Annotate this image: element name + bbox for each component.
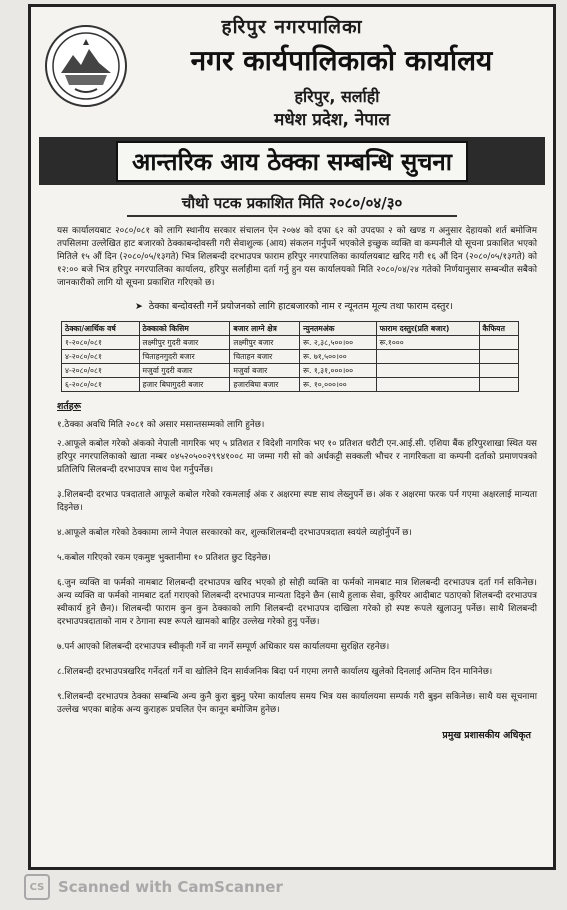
col-header: कैफियत: [479, 322, 518, 336]
table-cell: [479, 336, 518, 350]
condition-item: ६.जुन व्यक्ति वा फर्मको नामबाट शिलबन्दी दरभाउपत्र खरिद भएको हो सोही व्यक्ति वा फर्मको नामबाट मात्र शिलबन्दी दरभाउपत्र दर्ता गर्न सकिनेछ। अन्य व्यक्ति वा फर्मको नामबाट दर्ता गराएको शिलबन्दी दरभाउपत्र मान्यता दिइने छैन (साथै हुलाक सेवा, कुरियर आदीबाट पठाएको शिलबन्दी दरभाउपत्र स्वीकार्य हुने छैन)। शिलबन्दी फाराम कुन कुन ठेक्काको लागि शिलबन्दी दरभाउपत्र दाखिला गरेको हो स्पष्ट रूपले खुलाउनु पर्नेछ। साथै शिलबन्दी दरभाउपत्रदाताको नाम र ठेगाना स्पष्ट रूपले खामको बाहिर उल्लेख गरेको हुनु पर्नेछ।: [57, 578, 537, 627]
condition-item: २.आफूले कबोल गरेको अंकको नेपाली नागरिक भए ५ प्रतिशत र विदेशी नागरिक भए १० प्रतिशत धरौटी एन.आई.सी. एशिया बैंक हरिपुरशाखा स्थित यस हरिपुर नगरपालिकाको खाता नम्बर ०४५२०५००२९९४१००८ मा जम्मा गरी सो को अर्धकट्टी सक्कली भौचर र नागरिकता वा कम्पनी दर्ताको प्रमाणपत्रको प्रतिलिपि सिलबन्दी दरभाउपत्र साथ पेश गर्नुपर्नेछ।: [57, 439, 537, 475]
table-caption: [135, 300, 537, 313]
table-cell: [376, 378, 479, 392]
col-header: न्युनतमअंक: [300, 322, 377, 336]
header: [31, 7, 553, 135]
table-cell: चिताहनगुदरी बजार: [139, 350, 230, 364]
table-cell: [479, 364, 518, 378]
table-row: [62, 378, 519, 392]
condition-item: ८.शिलबन्दी दरभाउपत्रखरिद गर्नेदर्ता गर्ने वा खोलिने दिन सार्वजनिक बिदा पर्न गएमा लगत्तै कार्यालय खुलेको दिनलाई अन्तिम दिन मानिनेछ।: [57, 667, 493, 677]
condition-item: ७.पर्न आएको शिलबन्दी दरभाउपत्र स्वीकृती गर्ने वा नगर्ने सम्पूर्ण अधिकार यस कार्यालयमा सुरक्षित रहनेछ।: [57, 642, 390, 652]
table-cell: लक्ष्मीपुर गुदरी बजार: [139, 336, 230, 350]
table-cell: १-२०८०/०८१: [62, 336, 140, 350]
arrow-icon: ➤: [135, 301, 149, 312]
signature: प्रमुख प्रशासकीय अधिकृत: [442, 730, 531, 741]
notice-banner: [39, 137, 545, 185]
office-location: हरिपुर, सर्लाही: [294, 87, 380, 106]
table-cell: हजार बिघागुदरी बजार: [139, 378, 230, 392]
market-table: [61, 321, 519, 392]
camscanner-logo-icon: CS: [24, 874, 50, 900]
col-header: ठेक्का/आर्थिक वर्ष: [62, 322, 140, 336]
table-row: [62, 336, 519, 350]
table-header-row: [62, 322, 519, 336]
conditions-heading: शर्तहरू: [57, 401, 81, 412]
intro-paragraph: यस कार्यालयबाट २०८०/०८१ को लागि स्थानीय सरकार संचालन ऐन २०७४ को दफा ६२ को उपदफा २ को खण्ड ग अनुसार देहायको शर्त बमोजिम तपसिलमा उल्लेखित हाट बजारको ठेक्काबन्दोवस्ती गरी सेवाशुल्क (आय) संकलन गर्नुपर्ने भएकोले इच्छुक व्यक्ति वा कम्पनीले यो सूचना प्रकाशित भएको मितिले १५ औं दिन (२०८०/०५/१३गते) भित्र शिलबन्दी दरभाउपत्र फाराम हरिपुर नगरपालिका कार्यालयबाट खरिद गरी १६ औं दिन (२०८०/०५/१३गते) को १२:०० बजे भित्र हरिपुर नगरपालिका कार्यालय, हरिपुर सर्लाहीमा दर्ता गर्नु हुन यस कार्यालयको मिति २०८०/०४/२४ गतेको निर्णयानुसार सम्बन्धीत सबैको जानकारीको लागि यो सूचना प्रकाशित गरिएको छ।: [57, 226, 537, 288]
col-header: बजार लाग्ने क्षेत्र: [230, 322, 300, 336]
notice-title: आन्तरिक आय ठेक्का सम्बन्धि सुचना: [116, 141, 468, 182]
publication-date: चौथो पटक प्रकाशित मिति २०८०/०४/३०: [127, 193, 457, 217]
table-cell: रू. २,३८,५००।००: [300, 336, 377, 350]
table-cell: [479, 378, 518, 392]
table-cell: [376, 350, 479, 364]
office-title: नगर कार्यपालिकाको कार्यालय: [190, 44, 493, 77]
table-cell: [376, 364, 479, 378]
watermark-text: Scanned with CamScanner: [58, 878, 283, 896]
municipality-name: हरिपुर नगरपालिका: [221, 16, 363, 38]
table-cell: हजारबिघा बजार: [230, 378, 300, 392]
col-header: ठेक्काको किसिम: [139, 322, 230, 336]
table-cell: मजुर्वा गुदरी बजार: [139, 364, 230, 378]
table-cell: रू. १,३१,०००।००: [300, 364, 377, 378]
condition-item: ९.शिलबन्दी दरभाउपत्र ठेक्का सम्बन्धि अन्य कुनै कुरा बुझ्नु परेमा कार्यालय समय भित्र यस कार्यालयमा सम्पर्क गरी बुझ्न सकिनेछ। साथै यस सूचनामा उल्लेख भएका बाहेक अन्य कुराहरू प्रचलित ऐन कानून बमोजिम हुनेछ।: [57, 692, 537, 715]
table-cell: लक्ष्मीपुर बजार: [230, 336, 300, 350]
condition-item: ५.कबोल गरिएको रकम एकमुष्ट भुक्तानीमा १० प्रतिशत छुट दिइनेछ।: [57, 553, 271, 563]
table-cell: [479, 350, 518, 364]
table-caption-text: ठेक्का बन्दोवस्ती गर्ने प्रयोजनको लागि हाटबजारको नाम र न्यूनतम मूल्य तथा फाराम दस्तुर।: [148, 301, 453, 312]
notice-paper: [28, 4, 556, 870]
col-header: फाराम दस्तुर(प्रति बजार): [376, 322, 479, 336]
table-cell: रू.१०००: [376, 336, 479, 350]
table-row: [62, 350, 519, 364]
table-cell: ४-२०८०/०८१: [62, 364, 140, 378]
table-cell: चिताहन बजार: [230, 350, 300, 364]
table-row: [62, 364, 519, 378]
table-cell: रू. १०,०००।००: [300, 378, 377, 392]
table-cell: रू. ७१,५००।००: [300, 350, 377, 364]
condition-item: ४.आफूले कबोल गरेको ठेक्कामा लाग्ने नेपाल सरकारको कर, शुल्कशिलबन्दी दरभाउपत्रदाता स्वयंले व्यहोर्नुपर्ने छ।: [57, 528, 412, 538]
notice-body: [31, 225, 553, 742]
condition-item: १.ठेक्का अवधि मिति २०८१ को असार मसान्तसम्मको लागि हुनेछ।: [57, 420, 265, 430]
condition-item: ३.शिलबन्दी दरभाउ पत्रदाताले आफूले कबोल गरेको रकमलाई अंक र अक्षरमा स्पष्ट साथ लेख्नुपर्ने छ। अंक र अक्षरमा फरक पर्न गएमा अक्षरलाई मान्यता दिइनेछ।: [57, 490, 537, 513]
province-country: मधेश प्रदेश, नेपाल: [274, 110, 390, 130]
table-cell: ४-२०८०/०८१: [62, 350, 140, 364]
camscanner-watermark: [24, 874, 283, 900]
table-cell: ६-२०८०/०८१: [62, 378, 140, 392]
table-cell: मजुर्वा बजार: [230, 364, 300, 378]
